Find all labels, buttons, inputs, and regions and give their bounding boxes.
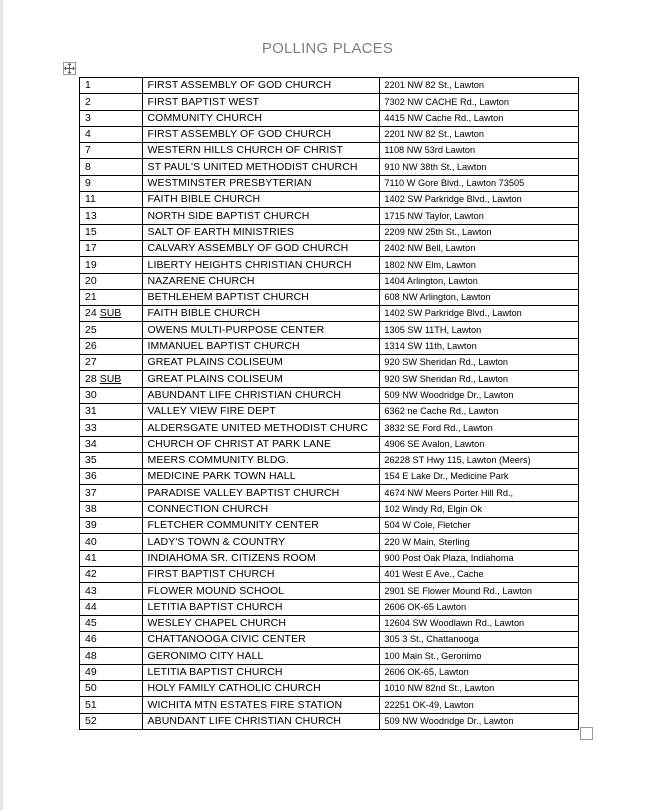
polling-place-name-cell[interactable]: WESTMINSTER PRESBYTERIAN (142, 175, 380, 191)
table-row (80, 208, 579, 224)
precinct-number: 39 (85, 519, 97, 532)
precinct-number-cell[interactable] (80, 208, 143, 224)
table-row (80, 110, 579, 126)
polling-place-address-cell[interactable]: 12604 SW Woodlawn Rd., Lawton (380, 615, 579, 631)
precinct-number: 4 (85, 128, 91, 141)
precinct-number: 50 (85, 682, 97, 695)
polling-place-name-cell[interactable]: MEERS COMMUNITY BLDG. (142, 452, 380, 468)
table-row (80, 648, 579, 664)
polling-place-address-cell[interactable]: 504 W Cole, Fletcher (380, 518, 579, 534)
table-row (80, 615, 579, 631)
table-row (80, 387, 579, 403)
precinct-number-cell[interactable] (80, 420, 143, 436)
precinct-number-cell[interactable] (80, 534, 143, 550)
precinct-number-cell[interactable] (80, 452, 143, 468)
precinct-number-cell[interactable] (80, 583, 143, 599)
page-title: POLLING PLACES (261, 40, 394, 57)
table-row (80, 436, 579, 452)
polling-place-address-cell[interactable]: 4674 NW Meers Porter Hill Rd., (380, 485, 579, 501)
table-row (80, 501, 579, 517)
table-move-handle-icon[interactable] (63, 62, 76, 75)
polling-place-address-cell[interactable]: 2606 OK-65 Lawton (380, 599, 579, 615)
polling-place-name-cell[interactable]: NAZARENE CHURCH (142, 273, 380, 289)
table-row (80, 697, 579, 713)
table-row (80, 632, 579, 648)
precinct-number-cell[interactable] (80, 680, 143, 696)
polling-place-name-cell[interactable]: FIRST BAPTIST WEST (142, 94, 380, 110)
table-row (80, 713, 579, 729)
polling-place-address-cell[interactable]: 100 Main St., Geronimo (380, 648, 579, 664)
polling-place-name-cell[interactable]: ST PAUL'S UNITED METHODIST CHURCH (142, 159, 380, 175)
precinct-number-cell[interactable] (80, 240, 143, 256)
table-row (80, 371, 579, 387)
polling-place-address-cell[interactable]: 2201 NW 82 St., Lawton (380, 126, 579, 142)
polling-place-address-cell[interactable]: 22251 OK-49, Lawton (380, 697, 579, 713)
precinct-number: 19 (85, 258, 97, 271)
precinct-number-cell[interactable] (80, 566, 143, 582)
precinct-number: 27 (85, 356, 97, 369)
polling-place-address-cell[interactable]: 1802 NW Elm, Lawton (380, 257, 579, 273)
precinct-number-cell[interactable] (80, 648, 143, 664)
precinct-number-cell[interactable] (80, 192, 143, 208)
table-row (80, 403, 579, 419)
precinct-number: 1 (85, 79, 91, 92)
polling-place-name-cell[interactable]: LIBERTY HEIGHTS CHRISTIAN CHURCH (142, 257, 380, 273)
table-row (80, 289, 579, 305)
polling-place-name-cell[interactable]: GREAT PLAINS COLISEUM (142, 355, 380, 371)
polling-place-name-cell[interactable]: ABUNDANT LIFE CHRISTIAN CHURCH (142, 387, 380, 403)
precinct-number-cell[interactable] (80, 550, 143, 566)
precinct-number: 52 (85, 714, 97, 727)
polling-place-name-cell[interactable]: FIRST ASSEMBLY OF GOD CHURCH (142, 126, 380, 142)
precinct-number: 42 (85, 568, 97, 581)
polling-place-name-cell[interactable]: NORTH SIDE BAPTIST CHURCH (142, 208, 380, 224)
table-row (80, 355, 579, 371)
precinct-number: 11 (85, 193, 96, 206)
polling-place-name-cell[interactable]: CALVARY ASSEMBLY OF GOD CHURCH (142, 240, 380, 256)
polling-place-address-cell[interactable]: 401 West E Ave., Cache (380, 566, 579, 582)
polling-place-address-cell[interactable]: 509 NW Woodridge Dr., Lawton (380, 713, 579, 729)
polling-place-name-cell[interactable]: INDIAHOMA SR. CITIZENS ROOM (142, 550, 380, 566)
polling-place-address-cell[interactable]: 910 NW 38th St., Lawton (380, 159, 579, 175)
polling-place-name-cell[interactable]: ABUNDANT LIFE CHRISTIAN CHURCH (142, 713, 380, 729)
precinct-number: 49 (85, 665, 97, 678)
precinct-number-cell[interactable] (80, 78, 143, 94)
polling-place-address-cell[interactable]: 3832 SE Ford Rd., Lawton (380, 420, 579, 436)
table-row (80, 583, 579, 599)
precinct-number: 25 (85, 323, 97, 336)
precinct-number-cell[interactable] (80, 436, 143, 452)
polling-place-name-cell[interactable]: WESTERN HILLS CHURCH OF CHRIST (142, 143, 380, 159)
polling-place-address-cell[interactable]: 220 W Main, Sterling (380, 534, 579, 550)
polling-place-name-cell[interactable]: WESLEY CHAPEL CHURCH (142, 615, 380, 631)
precinct-number: 15 (85, 225, 97, 238)
precinct-number: 36 (85, 470, 97, 483)
precinct-number: 8 (85, 160, 91, 173)
precinct-number-cell[interactable] (80, 632, 143, 648)
precinct-number: 31 (85, 405, 97, 418)
table-row (80, 192, 579, 208)
precinct-number: 30 (85, 388, 97, 401)
polling-place-name-cell[interactable]: FAITH BIBLE CHURCH (142, 192, 380, 208)
polling-place-name-cell[interactable]: MEDICINE PARK TOWN HALL (142, 469, 380, 485)
precinct-number-cell[interactable] (80, 697, 143, 713)
precinct-number-cell[interactable] (80, 485, 143, 501)
polling-place-name-cell[interactable]: FAITH BIBLE CHURCH (142, 306, 380, 322)
sub-label: SUB (99, 372, 122, 385)
polling-place-name-cell[interactable]: LADY'S TOWN & COUNTRY (142, 534, 380, 550)
page-edge (0, 0, 3, 810)
precinct-number: 38 (85, 503, 97, 516)
polling-place-address-cell[interactable]: 4415 NW Cache Rd., Lawton (380, 110, 579, 126)
precinct-number-cell[interactable] (80, 518, 143, 534)
polling-place-address-cell[interactable]: 1402 SW Parkridge Blvd., Lawton (380, 192, 579, 208)
table-row (80, 485, 579, 501)
polling-place-name-cell[interactable]: BETHLEHEM BAPTIST CHURCH (142, 289, 380, 305)
precinct-number-cell[interactable] (80, 387, 143, 403)
polling-place-address-cell[interactable]: 2201 NW 82 St., Lawton (380, 78, 579, 94)
sub-label: SUB (99, 307, 122, 320)
polling-place-address-cell[interactable]: 509 NW Woodridge Dr., Lawton (380, 387, 579, 403)
precinct-number-cell[interactable] (80, 501, 143, 517)
polling-place-address-cell[interactable]: 2402 NW Bell, Lawton (380, 240, 579, 256)
table-row (80, 566, 579, 582)
precinct-number-cell[interactable] (80, 143, 143, 159)
polling-place-name-cell[interactable]: SALT OF EARTH MINISTRIES (142, 224, 380, 240)
table-row (80, 518, 579, 534)
polling-place-address-cell[interactable]: 1010 NW 82nd St., Lawton (380, 680, 579, 696)
precinct-number-cell[interactable] (80, 322, 143, 338)
table-row (80, 599, 579, 615)
precinct-number-cell[interactable] (80, 713, 143, 729)
polling-place-address-cell[interactable]: 1314 SW 11th, Lawton (380, 338, 579, 354)
table-resize-handle[interactable] (580, 727, 593, 740)
precinct-number-cell[interactable] (80, 94, 143, 110)
precinct-number: 44 (85, 600, 97, 613)
polling-place-name-cell[interactable]: HOLY FAMILY CATHOLIC CHURCH (142, 680, 380, 696)
polling-place-address-cell[interactable]: 1404 Arlington, Lawton (380, 273, 579, 289)
table-row (80, 126, 579, 142)
precinct-number: 21 (85, 291, 97, 304)
precinct-number-cell[interactable] (80, 338, 143, 354)
precinct-number-cell[interactable] (80, 615, 143, 631)
precinct-number: 45 (85, 617, 97, 630)
precinct-number-cell[interactable] (80, 159, 143, 175)
table-row (80, 78, 579, 94)
precinct-number-cell[interactable] (80, 371, 143, 387)
table-row (80, 257, 579, 273)
table-row (80, 420, 579, 436)
precinct-number-cell[interactable] (80, 257, 143, 273)
polling-place-name-cell[interactable]: LETITIA BAPTIST CHURCH (142, 599, 380, 615)
table-row (80, 240, 579, 256)
precinct-number: 17 (85, 242, 97, 255)
precinct-number: 33 (85, 421, 97, 434)
polling-place-name-cell[interactable]: GREAT PLAINS COLISEUM (142, 371, 380, 387)
precinct-number: 7 (85, 144, 91, 157)
polling-place-address-cell[interactable]: 900 Post Oak Plaza, Indiahoma (380, 550, 579, 566)
table-row (80, 664, 579, 680)
table-row (80, 306, 579, 322)
polling-place-address-cell[interactable]: 4906 SE Avalon, Lawton (380, 436, 579, 452)
polling-place-address-cell[interactable]: 7302 NW CACHE Rd., Lawton (380, 94, 579, 110)
precinct-number-cell[interactable] (80, 469, 143, 485)
precinct-number-cell[interactable] (80, 403, 143, 419)
table-row (80, 322, 579, 338)
precinct-number: 43 (85, 584, 97, 597)
table-row (80, 338, 579, 354)
table-row (80, 469, 579, 485)
table-row (80, 94, 579, 110)
precinct-number: 3 (85, 111, 91, 124)
polling-place-address-cell[interactable]: 1305 SW 11TH, Lawton (380, 322, 579, 338)
precinct-number: 26 (85, 340, 97, 353)
polling-place-name-cell[interactable]: CHURCH OF CHRIST AT PARK LANE (142, 436, 380, 452)
precinct-number: 40 (85, 535, 97, 548)
precinct-number: 13 (85, 209, 97, 222)
table-row (80, 534, 579, 550)
precinct-number: 51 (85, 698, 97, 711)
polling-place-address-cell[interactable]: 1108 NW 53rd Lawton (380, 143, 579, 159)
precinct-number: 34 (85, 437, 97, 450)
precinct-number-cell[interactable] (80, 273, 143, 289)
precinct-number: 35 (85, 454, 97, 467)
polling-place-address-cell[interactable]: 2901 SE Flower Mound Rd., Lawton (380, 583, 579, 599)
polling-place-address-cell[interactable]: 1402 SW Parkridge Blvd., Lawton (380, 306, 579, 322)
polling-place-address-cell[interactable]: 2606 OK-65, Lawton (380, 664, 579, 680)
table-row (80, 550, 579, 566)
precinct-number: 28 (85, 372, 97, 385)
polling-place-name-cell[interactable]: WICHITA MTN ESTATES FIRE STATION (142, 697, 380, 713)
precinct-number-cell[interactable] (80, 224, 143, 240)
polling-place-name-cell[interactable]: FIRST ASSEMBLY OF GOD CHURCH (142, 78, 380, 94)
polling-place-address-cell[interactable]: 608 NW Arlington, Lawton (380, 289, 579, 305)
precinct-number-cell[interactable] (80, 175, 143, 191)
polling-place-address-cell[interactable]: 6362 ne Cache Rd., Lawton (380, 403, 579, 419)
polling-place-address-cell[interactable]: 305 3 St., Chattanooga (380, 632, 579, 648)
polling-place-address-cell[interactable]: 1715 NW Taylor, Lawton (380, 208, 579, 224)
table-row (80, 143, 579, 159)
table-row (80, 175, 579, 191)
polling-place-name-cell[interactable]: FIRST BAPTIST CHURCH (142, 566, 380, 582)
polling-place-name-cell[interactable]: OWENS MULTI-PURPOSE CENTER (142, 322, 380, 338)
polling-place-name-cell[interactable]: GERONIMO CITY HALL (142, 648, 380, 664)
polling-place-name-cell[interactable]: PARADISE VALLEY BAPTIST CHURCH (142, 485, 380, 501)
polling-place-name-cell[interactable]: FLETCHER COMMUNITY CENTER (142, 518, 380, 534)
precinct-number-cell[interactable] (80, 289, 143, 305)
polling-place-name-cell[interactable]: CHATTANOOGA CIVIC CENTER (142, 632, 380, 648)
polling-place-name-cell[interactable]: ALDERSGATE UNITED METHODIST CHURC (142, 420, 380, 436)
polling-place-address-cell[interactable]: 26228 ST Hwy 115, Lawton (Meers) (380, 452, 579, 468)
precinct-number-cell[interactable] (80, 306, 143, 322)
table-row (80, 680, 579, 696)
precinct-number: 2 (85, 95, 91, 108)
precinct-number: 9 (85, 177, 91, 190)
precinct-number-cell[interactable] (80, 664, 143, 680)
precinct-number-cell[interactable] (80, 355, 143, 371)
polling-place-name-cell[interactable]: CONNECTION CHURCH (142, 501, 380, 517)
precinct-number: 46 (85, 633, 97, 646)
precinct-number-cell[interactable] (80, 126, 143, 142)
table-row (80, 224, 579, 240)
table-row (80, 159, 579, 175)
polling-place-name-cell[interactable]: FLOWER MOUND SCHOOL (142, 583, 380, 599)
precinct-number: 48 (85, 649, 97, 662)
polling-place-address-cell[interactable]: 7110 W Gore Blvd., Lawton 73505 (380, 175, 579, 191)
table-row (80, 452, 579, 468)
polling-place-name-cell[interactable]: IMMANUEL BAPTIST CHURCH (142, 338, 380, 354)
precinct-number: 24 (85, 307, 97, 320)
precinct-number-cell[interactable] (80, 110, 143, 126)
polling-place-address-cell[interactable]: 920 SW Sheridan Rd., Lawton (380, 371, 579, 387)
polling-place-address-cell[interactable]: 2209 NW 25th St., Lawton (380, 224, 579, 240)
polling-places-table (79, 77, 579, 730)
precinct-number: 41 (85, 551, 97, 564)
precinct-number: 20 (85, 274, 97, 287)
polling-place-name-cell[interactable]: COMMUNITY CHURCH (142, 110, 380, 126)
polling-place-address-cell[interactable]: 154 E Lake Dr., Medicine Park (380, 469, 579, 485)
polling-place-address-cell[interactable]: 920 SW Sheridan Rd., Lawton (380, 355, 579, 371)
polling-place-name-cell[interactable]: LETITIA BAPTIST CHURCH (142, 664, 380, 680)
precinct-number: 37 (85, 486, 97, 499)
polling-place-name-cell[interactable]: VALLEY VIEW FIRE DEPT (142, 403, 380, 419)
precinct-number-cell[interactable] (80, 599, 143, 615)
table-row (80, 273, 579, 289)
polling-place-address-cell[interactable]: 102 Windy Rd, Elgin Ok (380, 501, 579, 517)
